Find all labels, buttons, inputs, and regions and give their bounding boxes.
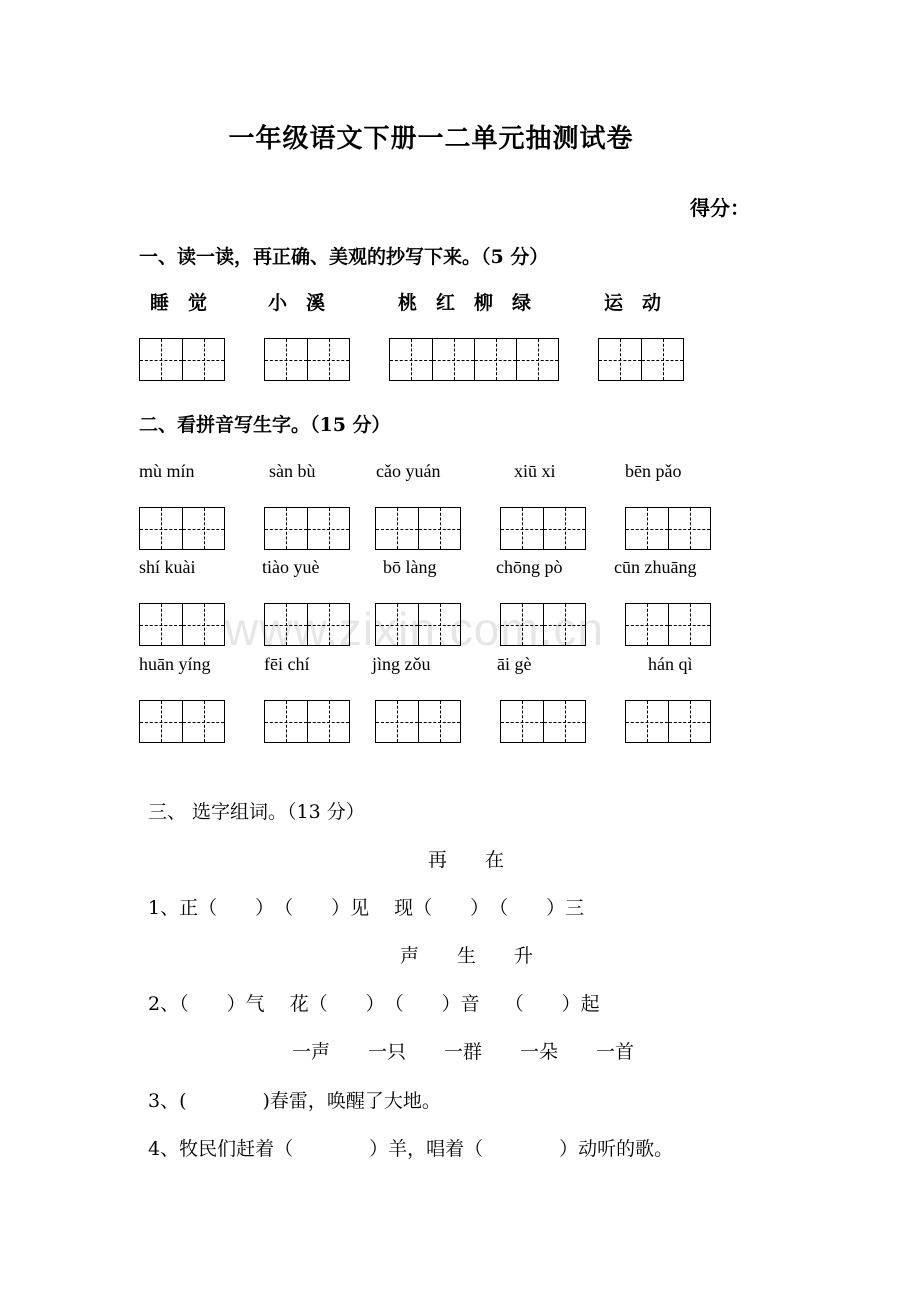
- writing-grid[interactable]: [264, 507, 350, 550]
- writing-grid[interactable]: [264, 603, 350, 646]
- question-2: 2、（ ）气 花（ ） （ ）音 （ ）起: [148, 993, 600, 1015]
- writing-grid[interactable]: [139, 507, 225, 550]
- writing-grid[interactable]: [375, 700, 461, 743]
- writing-grid[interactable]: [625, 507, 711, 550]
- pinyin-label: bō làng: [383, 557, 437, 577]
- pinyin-label: jìng zǒu: [372, 654, 431, 674]
- pinyin-label: mù mín: [139, 461, 195, 481]
- writing-grid[interactable]: [375, 603, 461, 646]
- pinyin-label: shí kuài: [139, 557, 196, 577]
- writing-grid[interactable]: [500, 700, 586, 743]
- section1-word: 桃 红 柳 绿: [398, 292, 532, 314]
- pinyin-label: cūn zhuāng: [614, 557, 697, 577]
- pinyin-label: āi gè: [497, 654, 532, 674]
- writing-grid[interactable]: [389, 338, 559, 381]
- pinyin-label: hán qì: [648, 654, 693, 674]
- pinyin-label: fēi chí: [264, 654, 310, 674]
- score-label: 得分：: [690, 196, 750, 220]
- section1-word: 运 动: [604, 292, 662, 314]
- writing-grid[interactable]: [139, 603, 225, 646]
- pinyin-label: xiū xi: [514, 461, 556, 481]
- writing-grid[interactable]: [264, 338, 350, 381]
- writing-grid[interactable]: [625, 700, 711, 743]
- section2-heading: 二、看拼音写生字。（15 分）: [139, 414, 391, 436]
- measure-word-choices: 一声 一只 一群 一朵 一首: [292, 1041, 635, 1063]
- writing-grid[interactable]: [139, 338, 225, 381]
- pinyin-label: sàn bù: [269, 461, 316, 481]
- pinyin-label: cǎo yuán: [376, 461, 441, 481]
- question-4: 4、牧民们赶着（ ）羊，唱着（ ）动听的歌。: [148, 1138, 674, 1160]
- section1-heading: 一、读一读，再正确、美观的抄写下来。（5 分）: [139, 246, 549, 268]
- page-title: 一年级语文下册一二单元抽测试卷: [228, 124, 634, 154]
- question-3: 3、( )春雷，唤醒了大地。: [148, 1090, 441, 1112]
- writing-grid[interactable]: [375, 507, 461, 550]
- question-1: 1、正（ ） （ ）见 现（ ） （ ）三: [148, 897, 585, 919]
- word-choices: 声 生 升: [400, 945, 534, 967]
- writing-grid[interactable]: [139, 700, 225, 743]
- writing-grid[interactable]: [500, 507, 586, 550]
- pinyin-label: tiào yuè: [262, 557, 320, 577]
- writing-grid[interactable]: [625, 603, 711, 646]
- section3-heading: 三、 选字组词。（13 分）: [148, 801, 365, 823]
- pinyin-label: bēn pǎo: [625, 461, 682, 481]
- writing-grid[interactable]: [598, 338, 684, 381]
- watermark: www.zixin.com.cn: [225, 603, 604, 655]
- section1-word: 睡 觉: [150, 292, 208, 314]
- pinyin-label: huān yíng: [139, 654, 211, 674]
- word-choices: 再 在: [428, 849, 505, 871]
- writing-grid[interactable]: [500, 603, 586, 646]
- pinyin-label: chōng pò: [496, 557, 563, 577]
- writing-grid[interactable]: [264, 700, 350, 743]
- section1-word: 小 溪: [268, 292, 326, 314]
